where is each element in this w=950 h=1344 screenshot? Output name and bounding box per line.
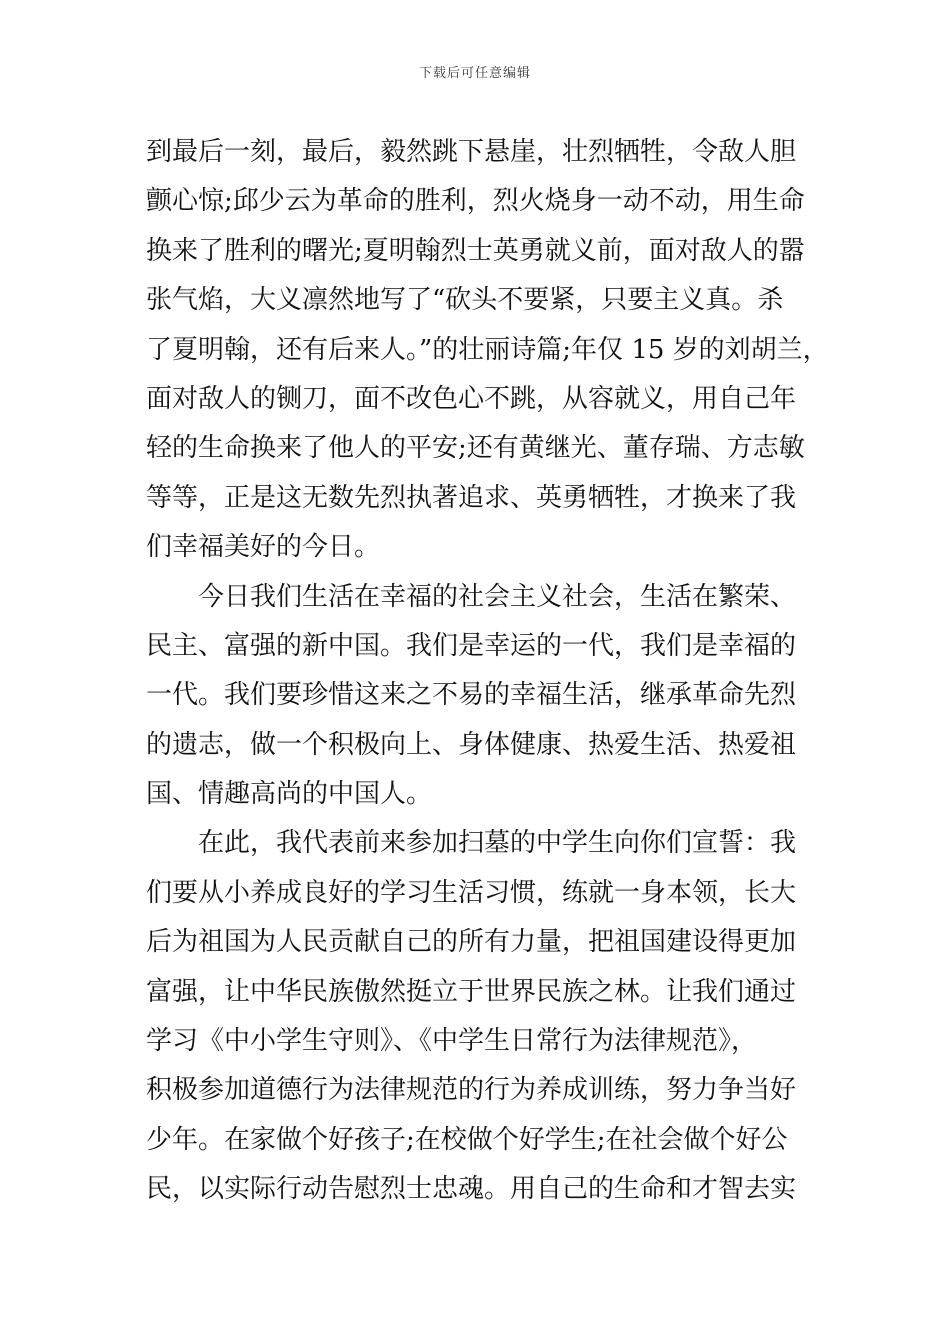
text-line: 到最后一刻，最后，毅然跳下悬崖，壮烈牺牲，令敌人胆 bbox=[146, 137, 797, 167]
text-line: 积极参加道德行为法律规范的行为养成训练，努力争当好 bbox=[146, 1075, 797, 1106]
text-line: 的遗志，做一个积极向上、身体健康、热爱生活、热爱祖 bbox=[146, 729, 797, 760]
text-line: 富强，让中华民族傲然挺立于世界民族之林。让我们通过 bbox=[146, 976, 797, 1007]
header-note: 下载后可任意编辑 bbox=[418, 66, 531, 81]
text-line: 民主、富强的新中国。我们是幸运的一代，我们是幸福的 bbox=[146, 630, 797, 661]
text-line: 张气焰，大义凛然地写了“砍头不要紧，只要主义真。杀 bbox=[146, 285, 784, 316]
text-line: 学习《中小学生守则》、《中学生日常行为法律规范》， bbox=[146, 1026, 758, 1057]
text-line: 国、情趣高尚的中国人。 bbox=[146, 779, 433, 810]
paragraph-start-line: 今日我们生活在幸福的社会主义社会，生活在繁荣、 bbox=[198, 581, 797, 612]
text-line: 换来了胜利的曙光;夏明翰烈士英勇就义前，面对敌人的嚣 bbox=[146, 235, 805, 266]
text-line: 后为祖国为人民贡献自己的所有力量，把祖国建设得更加 bbox=[146, 927, 797, 958]
text-line: 轻的生命换来了他人的平安;还有黄继光、董存瑞、方志敏 bbox=[146, 433, 805, 464]
document-body bbox=[146, 128, 829, 1215]
text-line: 等等，正是这无数先烈执著追求、英勇牺牲，才换来了我 bbox=[146, 482, 797, 513]
text-line: 了夏明翰，还有后来人。”的壮丽诗篇;年仅 15 岁的刘胡兰， bbox=[146, 334, 829, 365]
text-line: 们幸福美好的今日。 bbox=[146, 532, 381, 563]
text-line: 们要从小养成良好的学习生活习惯，练就一身本领，长大 bbox=[146, 877, 797, 908]
paragraph-start-line: 在此，我代表前来参加扫墓的中学生向你们宣誓：我 bbox=[198, 828, 797, 859]
text-line: 民，以实际行动告慰烈士忠魂。用自己的生命和才智去实 bbox=[146, 1174, 797, 1205]
text-line: 面对敌人的铡刀，面不改色心不跳，从容就义，用自己年 bbox=[146, 383, 797, 414]
text-line: 少年。在家做个好孩子;在校做个好学生;在社会做个好公 bbox=[146, 1124, 788, 1155]
text-line: 一代。我们要珍惜这来之不易的幸福生活，继承革命先烈 bbox=[146, 680, 797, 711]
text-line: 颤心惊;邱少云为革命的胜利，烈火烧身一动不动，用生命 bbox=[146, 186, 805, 217]
